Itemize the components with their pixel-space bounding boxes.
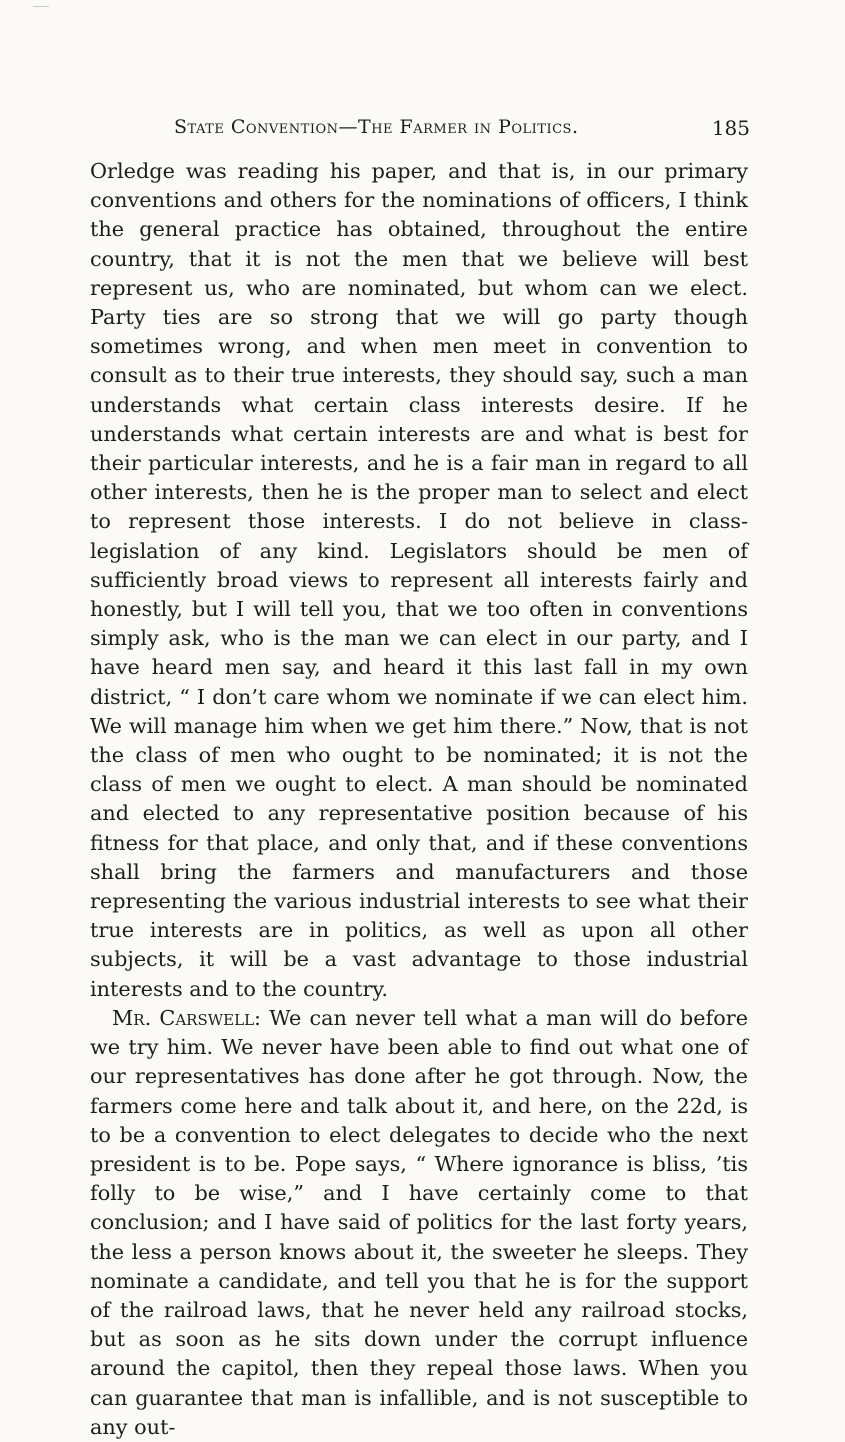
paragraph: Orledge was reading his paper, and that is, in our primary conventions and others for the nominations of officers, I think the general practice has obtained, throughout the entire country, that it is not the men that we believe will best represent us, who are nominated, but whom can we elect. Party ties are so strong that we will go party though sometimes wrong, and when men meet in convention to consult as to their true interests, they should say, such a man understands what certain class interests desire. If he understands what certain interests are and what is best for their particular interests, and he is a fair man in regard to all other interests, then he is the proper man to select and elect to represent those interests. I do not believe in class-legislation of any kind. Legislators should be men of sufficiently broad views to represent all interests fairly and honestly, but I will tell you, that we too often in conventions simply ask, who is the man we can elect in our party, and I have heard men say, and heard it this last fall in my own district, “ I don’t care whom we nominate if we can elect him. We will manage him when we get him there.” Now, that is not the class of men who ought to be nominated; it is not the class of men we ought to elect. A man should be nominated and elected to any representative position because of his fitness for that place, and only that, and if these conventions shall bring the farmers and manufacturers and those representing the various industrial interests to see what their true interests are in politics, as well as upon all other subjects, it will be a vast advantage to those industrial interests and to the country. <box>90 159 748 1001</box>
paragraph-carswell <box>90 1004 748 1442</box>
paragraph-text: : We can never tell what a man will do before we try him. We never have been able to find out what one of our representatives has done after he got through. Now, the farmers come here and talk about it, and here, on the 22d, is to be a convention to elect delegates to decide who the next president is to be. Pope says, “ Where ignorance is bliss, ’tis folly to be wise,” and I have certainly come to that conclusion; and I have said of politics for the last forty years, the less a person knows about it, the sweeter he sleeps. They nominate a candidate, and tell you that he is for the support of the railroad laws, that he never held any railroad stocks, but as soon as he sits down under the corrupt influence around the capitol, then they repeal those laws. When you can guarantee that man is infallible, and is not susceptible to any out- <box>90 1005 749 1439</box>
running-title: State Convention—The Farmer in Politics. <box>174 116 579 138</box>
page-corner-mark <box>33 6 49 7</box>
speaker-name: Mr. Carswell <box>112 1005 255 1030</box>
text-block <box>90 157 748 1442</box>
running-head <box>92 116 750 144</box>
page-number: 185 <box>711 116 750 140</box>
